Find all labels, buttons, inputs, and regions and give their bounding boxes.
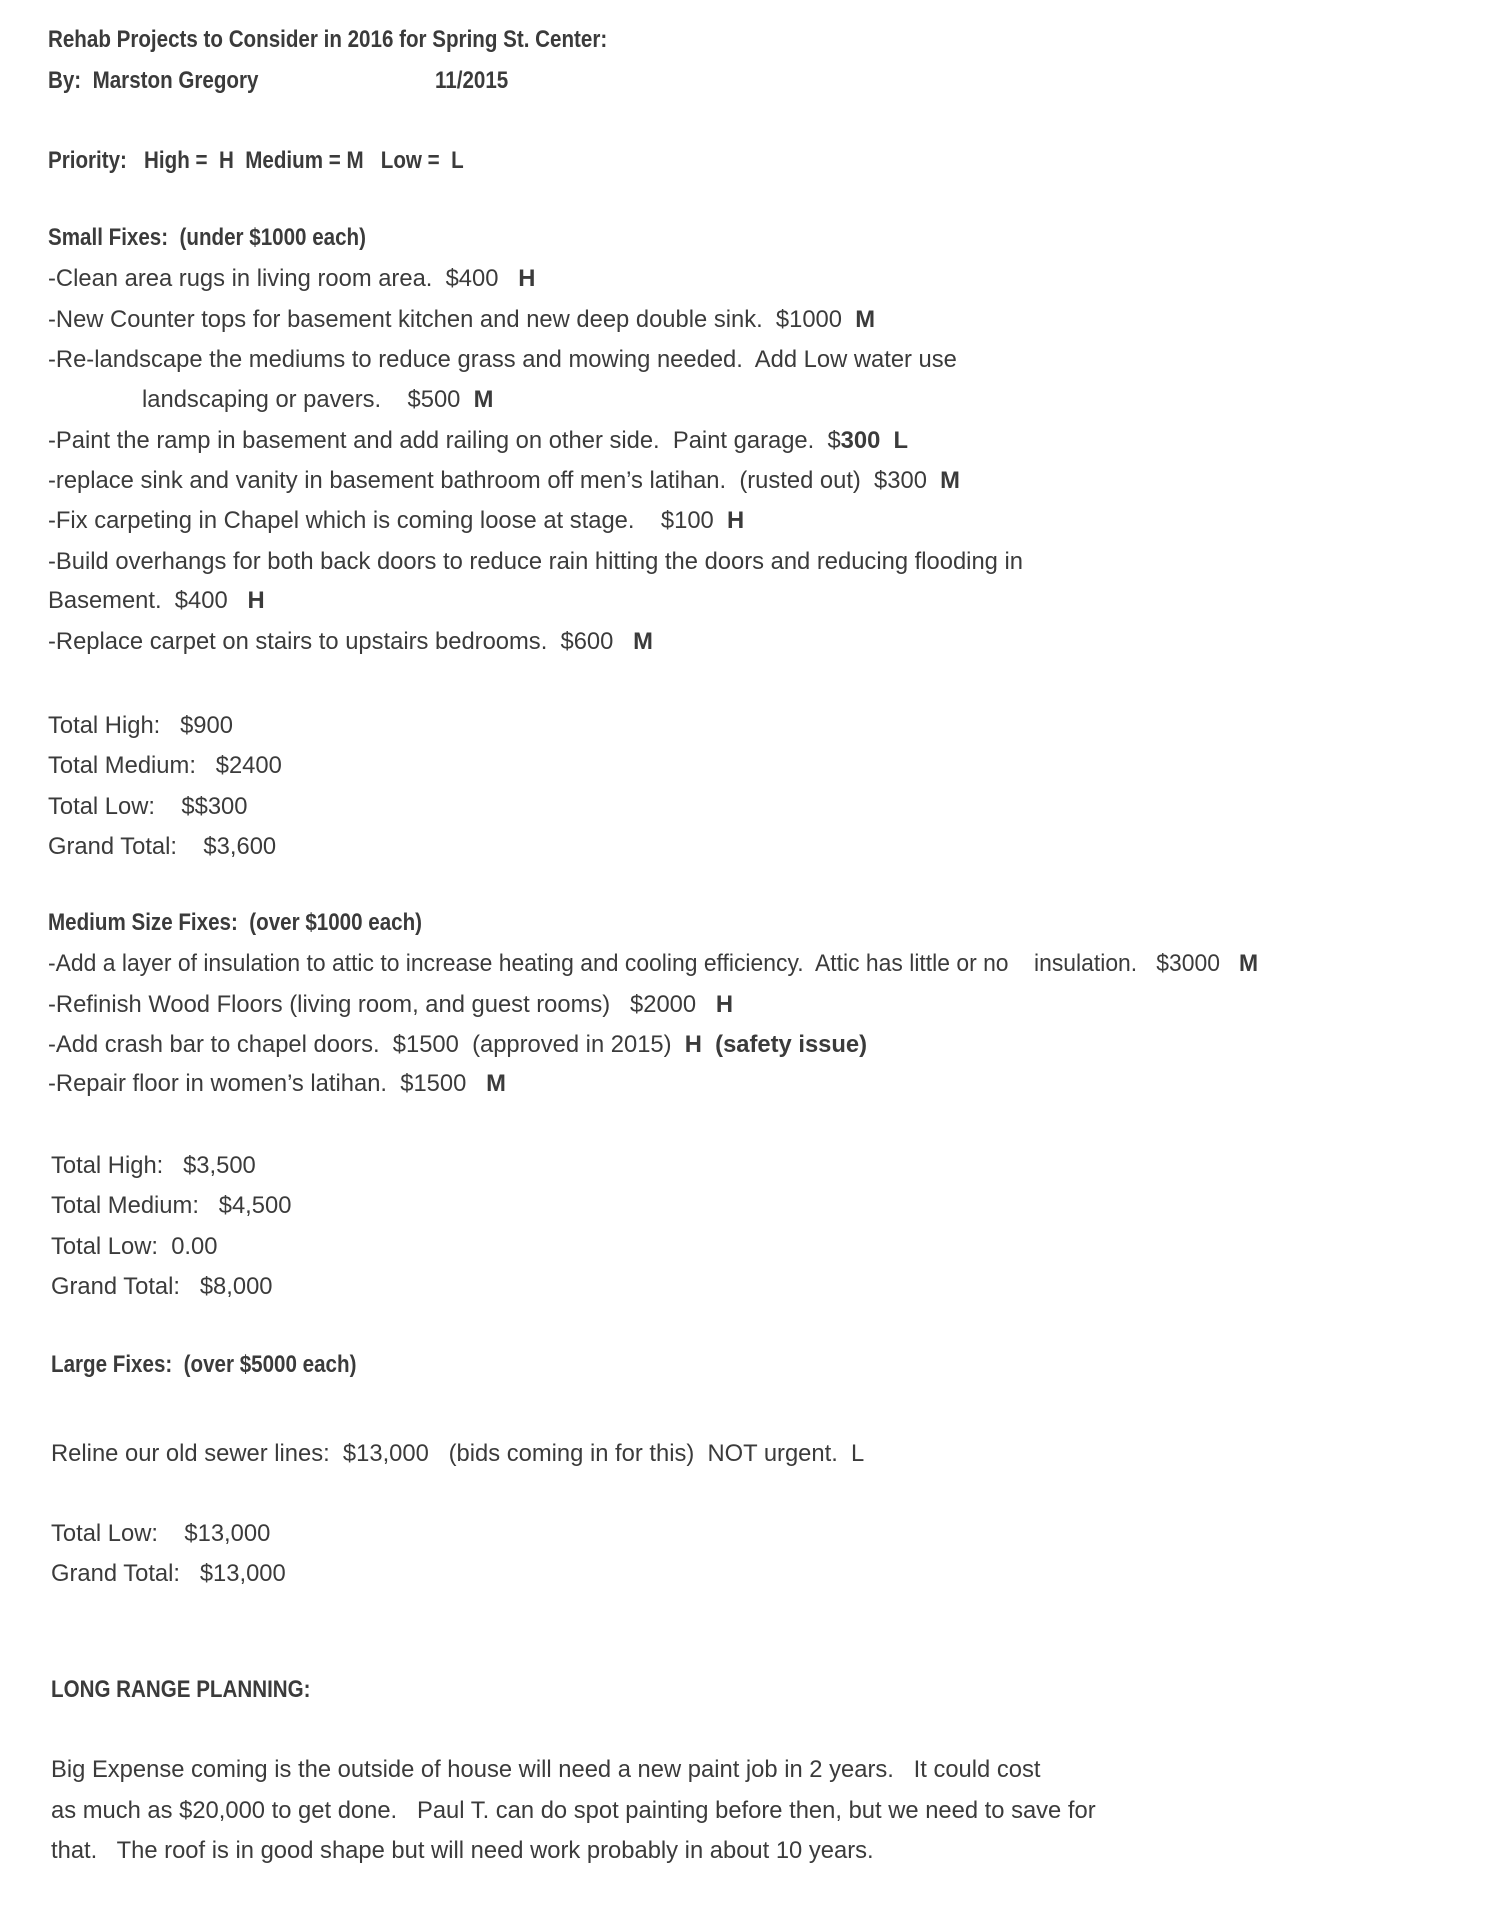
document-title: Rehab Projects to Consider in 2016 for Spring St. Center: <box>48 26 608 53</box>
list-item: -Clean area rugs in living room area. $400 H <box>48 265 536 292</box>
priority-badge: M <box>633 628 653 655</box>
total-low: Total Low: $13,000 <box>51 1520 271 1547</box>
small-fixes-heading: Small Fixes: (under $1000 each) <box>48 224 366 251</box>
author-line: By: Marston Gregory <box>48 67 259 94</box>
paragraph-line: as much as $20,000 to get done. Paul T. can do spot painting before then, but we need to save for <box>51 1797 1096 1824</box>
list-item: -Replace carpet on stairs to upstairs bedrooms. $600 M <box>48 628 653 655</box>
list-item: -Add a layer of insulation to attic to increase heating and cooling efficiency. Attic has little or no insulation. $3000 M <box>48 950 1259 977</box>
list-item-continuation: Basement. $400 H <box>48 587 265 614</box>
document-date: 11/2015 <box>435 67 509 94</box>
priority-badge: M <box>486 1070 506 1097</box>
total-low: Total Low: $$300 <box>48 793 248 820</box>
priority-badge: H <box>684 1031 702 1058</box>
safety-note: (safety issue) <box>701 1031 868 1058</box>
long-range-heading: LONG RANGE PLANNING: <box>51 1676 311 1703</box>
list-item: -Add crash bar to chapel doors. $1500 (approved in 2015) H (safety issue) <box>48 1031 868 1058</box>
medium-fixes-heading: Medium Size Fixes: (over $1000 each) <box>48 909 423 936</box>
priority-badge: M <box>473 386 494 413</box>
list-item: Reline our old sewer lines: $13,000 (bids coming in for this) NOT urgent. L <box>51 1440 865 1467</box>
paragraph-line: that. The roof is in good shape but will need work probably in about 10 years. <box>51 1837 874 1864</box>
total-low: Total Low: 0.00 <box>51 1233 218 1260</box>
priority-badge: M <box>1239 950 1259 977</box>
priority-badge: H <box>726 507 745 534</box>
list-item: -Build overhangs for both back doors to reduce rain hitting the doors and reducing flooding in <box>48 548 1023 575</box>
priority-label: Priority: <box>48 147 145 174</box>
list-item-continuation: landscaping or pavers. $500 M <box>142 386 494 413</box>
paragraph-line: Big Expense coming is the outside of house will need a new paint job in 2 years. It could cost <box>51 1756 1041 1783</box>
list-item: -Repair floor in women’s latihan. $1500 M <box>48 1070 506 1097</box>
priority-values: High = H Medium = M Low = L <box>144 147 464 174</box>
priority-legend <box>48 148 464 173</box>
large-fixes-heading: Large Fixes: (over $5000 each) <box>51 1351 357 1378</box>
list-item: -Re-landscape the mediums to reduce grass and mowing needed. Add Low water use <box>48 346 957 373</box>
priority-badge: H <box>518 265 536 292</box>
total-high: Total High: $3,500 <box>51 1152 256 1179</box>
grand-total: Grand Total: $3,600 <box>48 833 277 860</box>
bold-amount: 300 <box>840 427 881 454</box>
list-item: -Fix carpeting in Chapel which is coming loose at stage. $100 H <box>48 507 745 534</box>
list-item: -Paint the ramp in basement and add railing on other side. Paint garage. $300 L <box>48 427 909 454</box>
total-medium: Total Medium: $2400 <box>48 752 282 779</box>
priority-badge: M <box>855 306 876 333</box>
priority-badge: M <box>940 467 960 494</box>
list-item: -Refinish Wood Floors (living room, and guest rooms) $2000 H <box>48 991 734 1018</box>
total-medium: Total Medium: $4,500 <box>51 1192 292 1219</box>
grand-total: Grand Total: $8,000 <box>51 1273 273 1300</box>
total-high: Total High: $900 <box>48 712 233 739</box>
priority-badge: H <box>715 991 734 1018</box>
list-item: -New Counter tops for basement kitchen and new deep double sink. $1000 M <box>48 306 876 333</box>
priority-badge: H <box>247 587 265 614</box>
grand-total: Grand Total: $13,000 <box>51 1560 286 1587</box>
list-item: -replace sink and vanity in basement bathroom off men’s latihan. (rusted out) $300 M <box>48 467 960 494</box>
priority-badge: L <box>893 427 909 454</box>
